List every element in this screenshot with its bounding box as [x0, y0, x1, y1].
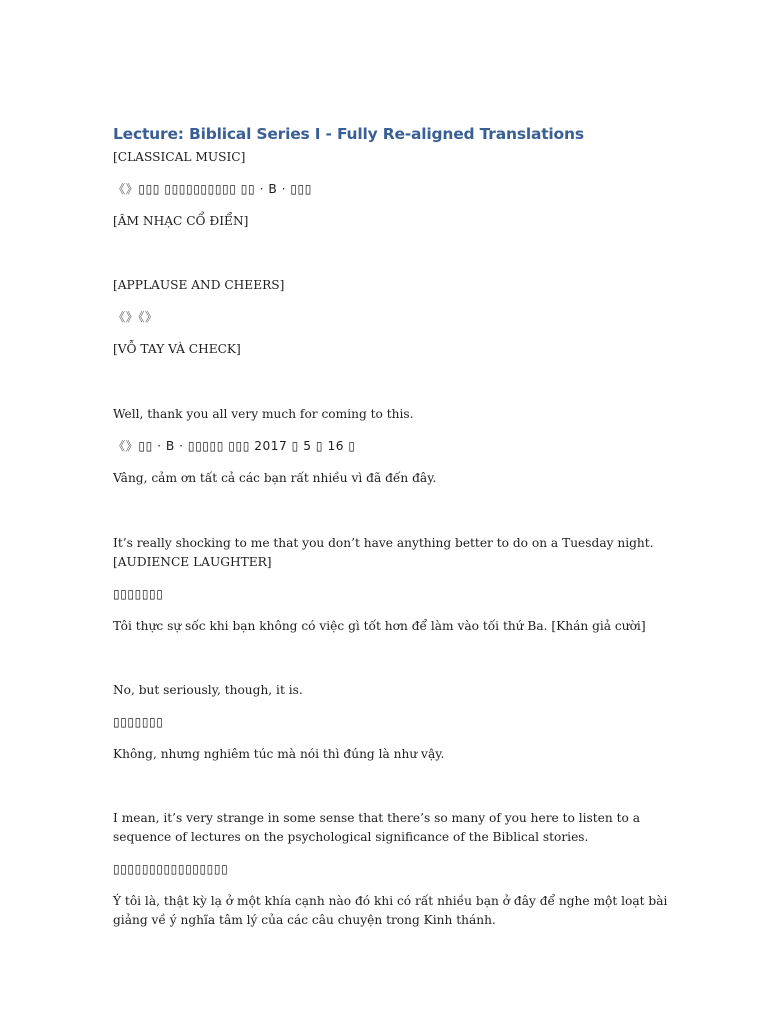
vietnamese-line: [VỖ TAY VÀ CHECK] [113, 342, 241, 356]
vietnamese-line: Vâng, cảm ơn tất cả các bạn rất nhiều vì đã đến đây. [113, 471, 437, 485]
garbled-line: ▯▯▯▯▯▯▯ [113, 587, 164, 601]
garbled-line: ▯▯▯▯▯▯▯▯▯▯▯▯▯▯▯▯ [113, 862, 229, 876]
garbled-line: 《》《》 [113, 310, 158, 324]
document-title: Lecture: Biblical Series I - Fully Re-aligned Translations [113, 125, 584, 143]
english-line: I mean, it’s very strange in some sense that there’s so many of you here to listen to a sequence of lectures on the psychological significance of the Biblical stories. [113, 811, 640, 844]
vietnamese-line: [ÂM NHẠC CỔ ĐIỂN] [113, 214, 249, 228]
english-line: [APPLAUSE AND CHEERS] [113, 278, 285, 292]
english-line: [CLASSICAL MUSIC] [113, 150, 246, 164]
english-line: It’s really shocking to me that you don’t have anything better to do on a Tuesday night. [AUDIENCE LAUGHTER] [113, 536, 654, 569]
garbled-line: 《》▯▯▯ ▯▯▯▯▯▯▯▯▯▯ ▯▯ · B · ▯▯▯ [113, 182, 312, 196]
vietnamese-line: Tôi thực sự sốc khi bạn không có việc gì tốt hơn để làm vào tối thứ Ba. [Khán giả cười] [113, 619, 646, 633]
english-line: Well, thank you all very much for coming to this. [113, 407, 414, 421]
vietnamese-line: Không, nhưng nghiêm túc mà nói thì đúng là như vậy. [113, 747, 445, 761]
garbled-line: ▯▯▯▯▯▯▯ [113, 715, 164, 729]
garbled-line: 《》▯▯ · B · ▯▯▯▯▯ ▯▯▯ 2017 ▯ 5 ▯ 16 ▯ [113, 439, 356, 453]
vietnamese-line: Ý tôi là, thật kỳ lạ ở một khía cạnh nào đó khi có rất nhiều bạn ở đây để nghe một loạt bài giảng về ý nghĩa tâm lý của các câu chuyện trong Kinh thánh. [113, 894, 668, 927]
english-line: No, but seriously, though, it is. [113, 683, 303, 697]
